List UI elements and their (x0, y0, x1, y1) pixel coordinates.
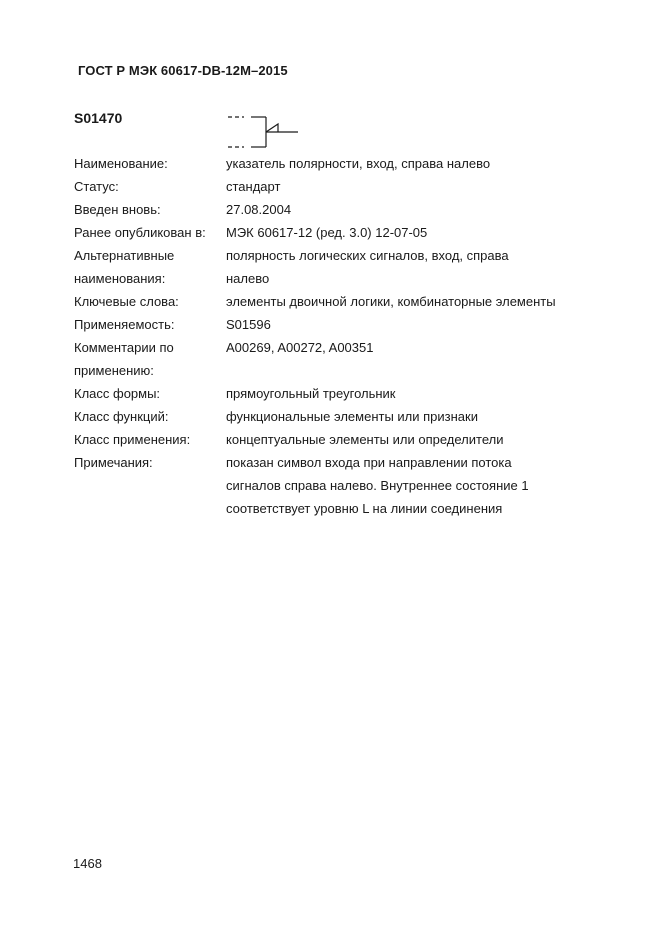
property-label: Альтернативные наименования: (74, 248, 175, 286)
property-row-name (74, 152, 634, 175)
property-label: Статус: (74, 179, 119, 194)
property-row-applicability (74, 313, 634, 336)
property-label: Примечания: (74, 455, 153, 470)
property-value: стандарт (226, 179, 281, 194)
property-label: Класс функций: (74, 409, 169, 424)
property-row-status (74, 175, 634, 198)
property-label: Введен вновь: (74, 202, 161, 217)
property-value: S01596 (226, 317, 271, 332)
polarity-indicator-icon (224, 110, 304, 150)
property-label: Применяемость: (74, 317, 175, 332)
property-row-function-class (74, 405, 634, 428)
property-value: A00269, A00272, A00351 (226, 340, 374, 355)
property-row-alternative-names (74, 244, 634, 290)
property-label: Ключевые слова: (74, 294, 179, 309)
property-value: МЭК 60617-12 (ред. 3.0) 12-07-05 (226, 225, 428, 240)
property-value: концептуальные элементы или определители (226, 432, 504, 447)
property-value: функциональные элементы или признаки (226, 409, 478, 424)
symbol-code: S01470 (74, 110, 123, 126)
property-row-shape-class (74, 382, 634, 405)
property-value: полярность логических сигналов, вход, справа налево (226, 248, 509, 286)
property-row-previously-published (74, 221, 634, 244)
property-value: 27.08.2004 (226, 202, 292, 217)
symbol-properties (74, 152, 634, 520)
property-row-notes (74, 451, 634, 520)
property-label: Класс применения: (74, 432, 191, 447)
property-row-introduced (74, 198, 634, 221)
property-row-application-class (74, 428, 634, 451)
property-row-application-notes (74, 336, 634, 382)
property-value: прямоугольный треугольник (226, 386, 396, 401)
property-value: показан символ входа при направлении потока сигналов справа налево. Внутреннее состояние 1 соответствует уровню L на линии соединения (226, 455, 529, 516)
property-label: Комментарии по применению: (74, 340, 174, 378)
standard-header: ГОСТ Р МЭК 60617-DB-12M–2015 (78, 63, 288, 78)
property-label: Ранее опубликован в: (74, 225, 206, 240)
property-row-keywords (74, 290, 634, 313)
page-number: 1468 (73, 856, 102, 871)
property-label: Класс формы: (74, 386, 161, 401)
property-label: Наименование: (74, 156, 168, 171)
property-value: элементы двоичной логики, комбинаторные элементы (226, 294, 556, 309)
property-value: указатель полярности, вход, справа налево (226, 156, 491, 171)
